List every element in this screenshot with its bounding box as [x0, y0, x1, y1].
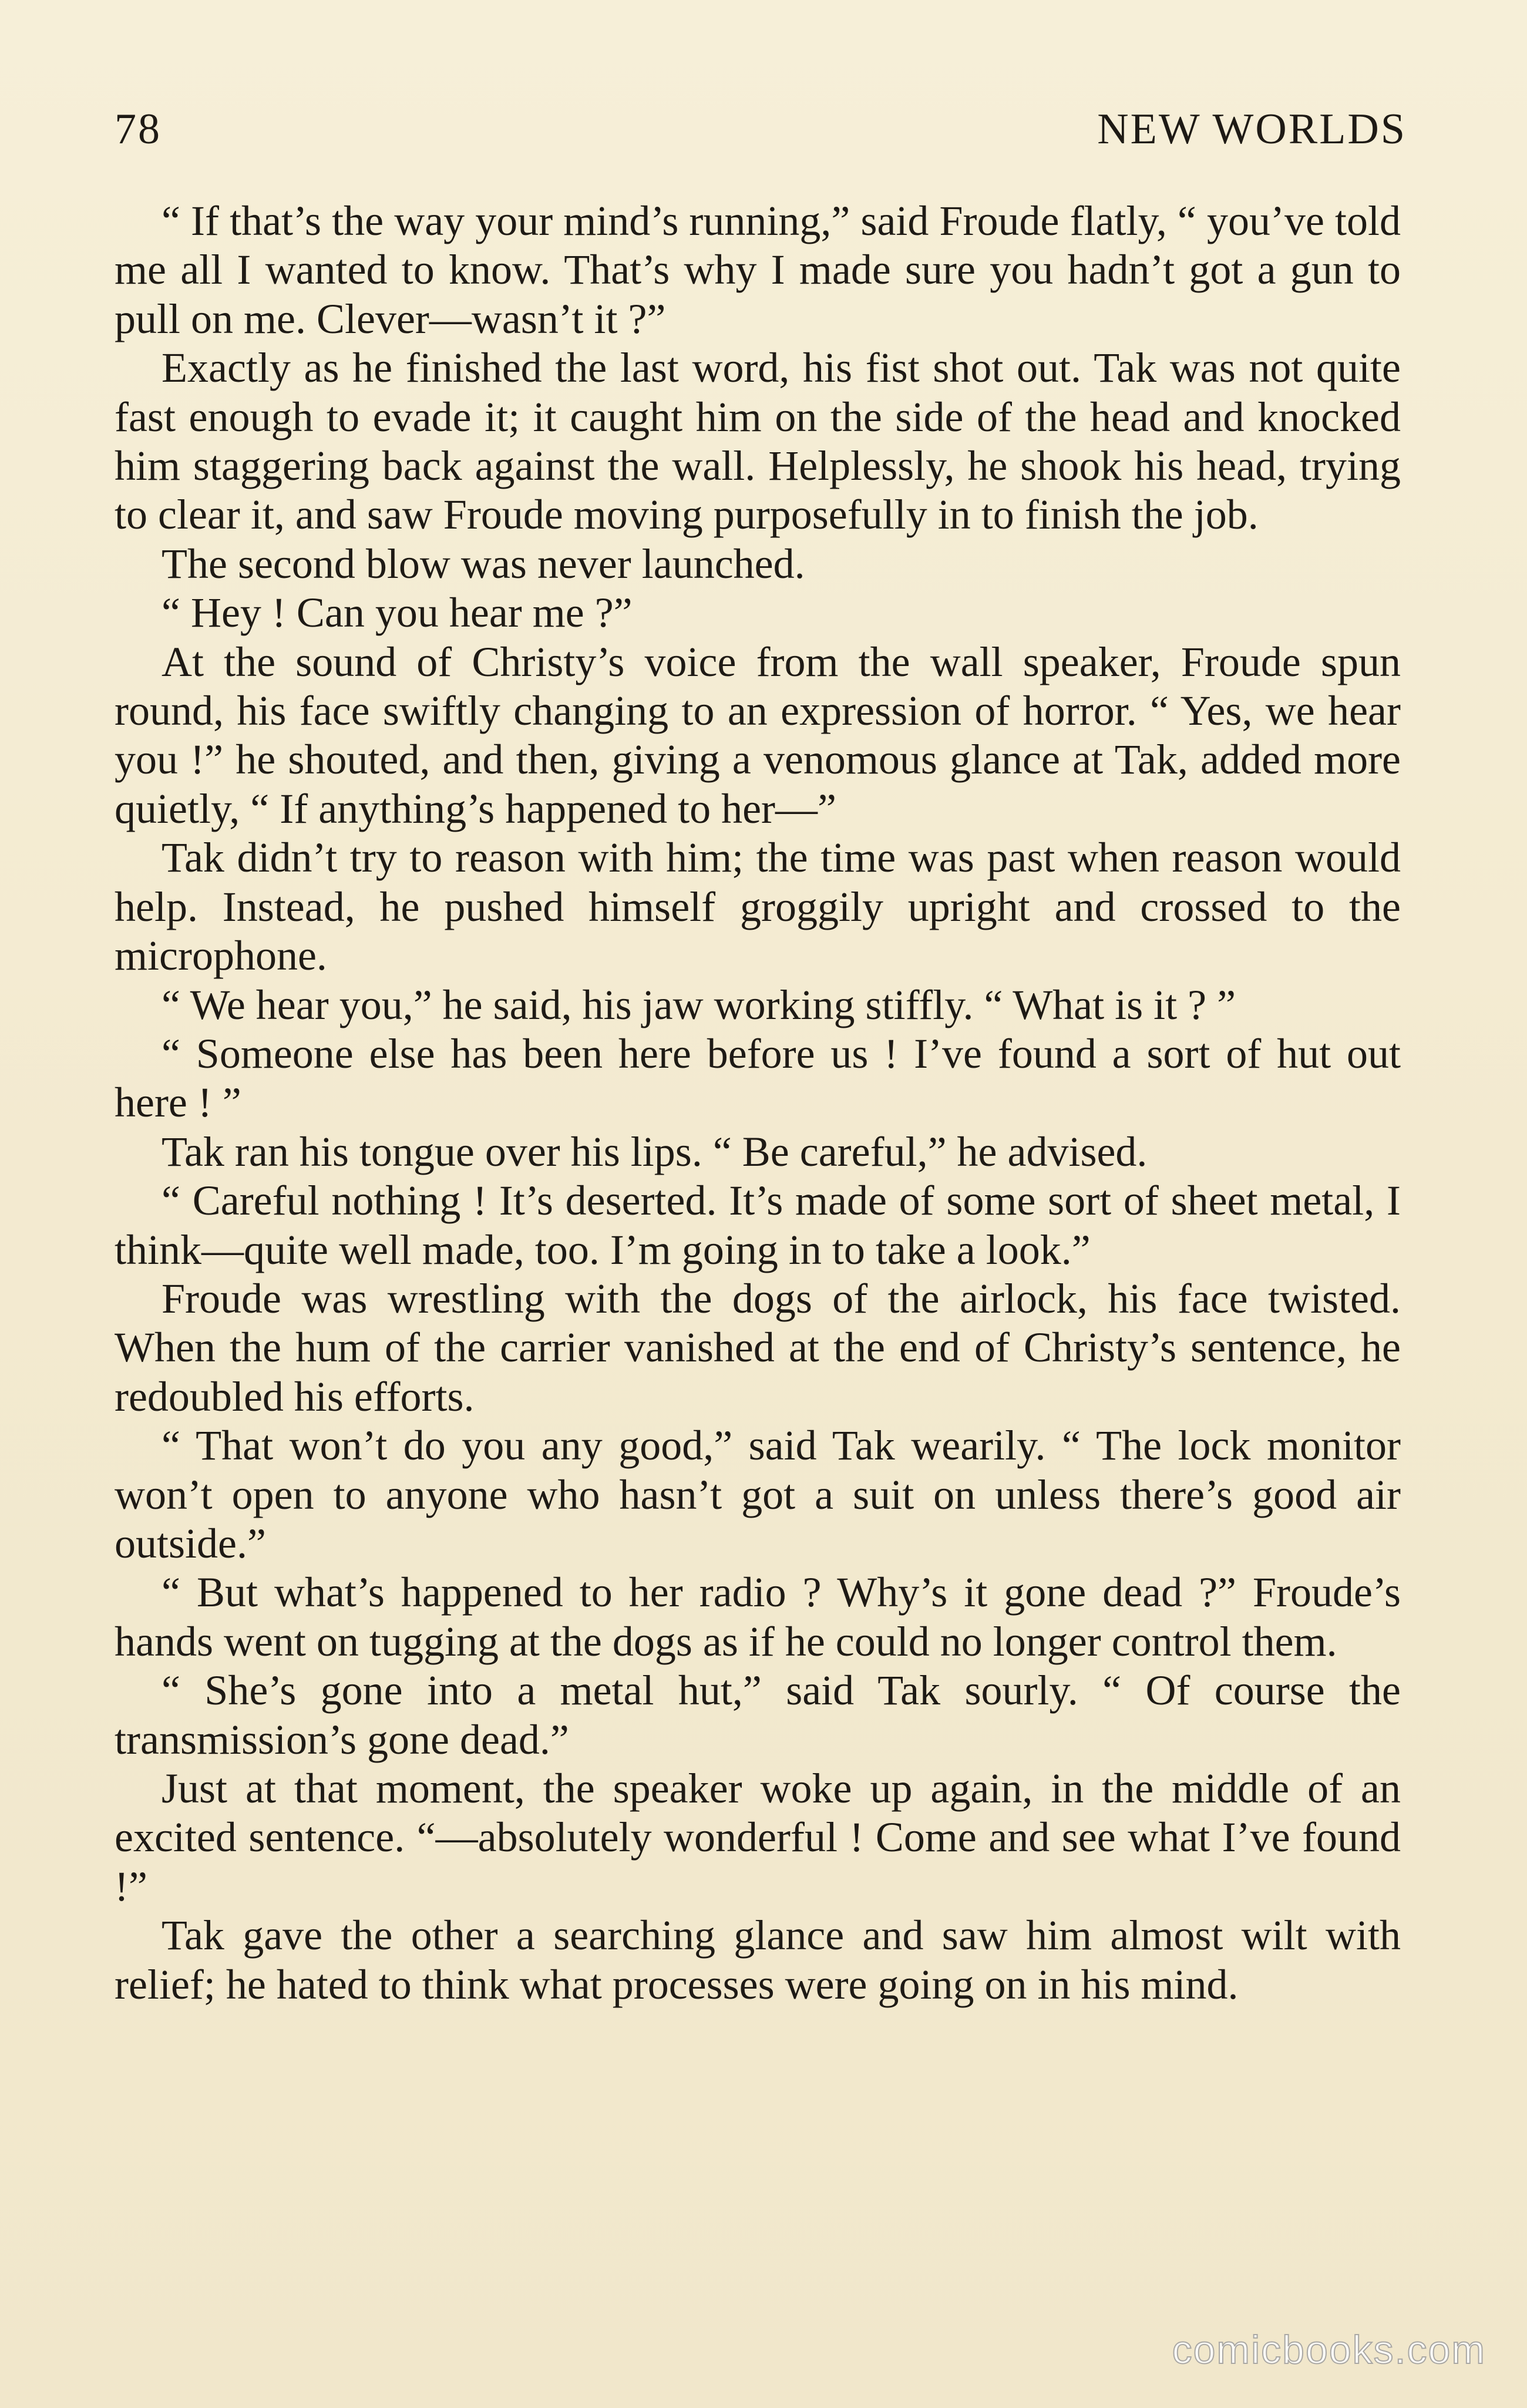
paragraph: Tak ran his tongue over his lips. “ Be careful,” he advised.: [162, 1128, 1148, 1175]
paragraph: Froude was wrestling with the dogs of the airlock, his face twisted. When the hum of the carrier vanished at the end of Christy’s sentence, he redoubled his efforts.: [115, 1274, 1401, 1420]
paragraph: Just at that moment, the speaker woke up again, in the middle of an excited sentence. “—absolutely wonderful ! Come and see what I’ve found !”: [115, 1765, 1401, 1910]
paragraph: The second blow was never launched.: [162, 540, 805, 587]
paragraph: “ She’s gone into a metal hut,” said Tak sourly. “ Of course the transmission’s gone dead.”: [115, 1667, 1401, 1763]
body-text: [115, 197, 1401, 2009]
page-number: 78: [115, 105, 162, 153]
paragraph: “ That won’t do you any good,” said Tak wearily. “ The lock monitor won’t open to anyone who hasn’t got a suit on unless there’s good air outside.”: [115, 1422, 1401, 1567]
paragraph: Tak gave the other a searching glance and saw him almost wilt with relief; he hated to think what processes were going on in his mind.: [115, 1912, 1401, 2008]
watermark: comicbooks.com: [1172, 2328, 1486, 2372]
paragraph: At the sound of Christy’s voice from the wall speaker, Froude spun round, his face swiftly changing to an expression of horror. “ Yes, we hear you !” he shouted, and then, giving a venomous glance at Tak, added more quietly, “ If anything’s happened to her—”: [115, 638, 1401, 832]
paragraph: “ We hear you,” he said, his jaw working stiffly. “ What is it ? ”: [162, 981, 1236, 1028]
running-title: NEW WORLDS: [1097, 105, 1407, 153]
running-header: [115, 97, 1407, 162]
paragraph: Exactly as he finished the last word, his fist shot out. Tak was not quite fast enough to evade it; it caught him on the side of the head and knocked him staggering back against the wall. Helplessly, he shook his head, trying to clear it, and saw Froude moving purposefully in to finish the job.: [115, 344, 1401, 539]
paragraph: “ Careful nothing ! It’s deserted. It’s made of some sort of sheet metal, I think—quite well made, too. I’m going in to take a look.”: [115, 1177, 1401, 1273]
paragraph: “ But what’s happened to her radio ? Why’s it gone dead ?” Froude’s hands went on tugging at the dogs as if he could no longer control them.: [115, 1569, 1401, 1665]
paragraph: “ If that’s the way your mind’s running,” said Froude flatly, “ you’ve told me all I wanted to know. That’s why I made sure you hadn’t got a gun to pull on me. Clever—wasn’t it ?”: [115, 197, 1401, 342]
paragraph: “ Someone else has been here before us ! I’ve found a sort of hut out here ! ”: [115, 1030, 1401, 1126]
paragraph: Tak didn’t try to reason with him; the time was past when reason would help. Instead, he pushed himself groggily upright and crossed to the microphone.: [115, 834, 1401, 980]
paragraph: “ Hey ! Can you hear me ?”: [162, 589, 633, 637]
